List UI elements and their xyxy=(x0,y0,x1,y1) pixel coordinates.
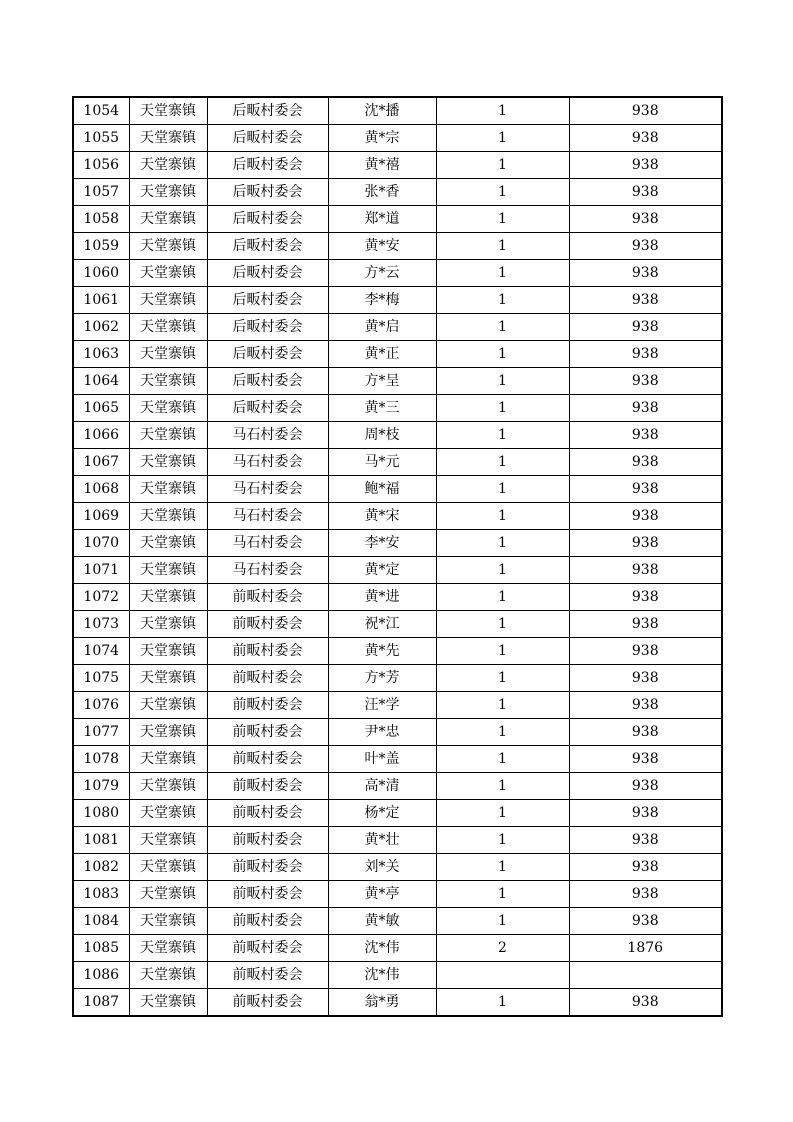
serial-number-cell: 1068 xyxy=(73,476,129,503)
person-name-cell: 鲍*福 xyxy=(328,476,436,503)
serial-number-cell: 1059 xyxy=(73,233,129,260)
amount-cell: 938 xyxy=(569,557,722,584)
serial-number-cell: 1070 xyxy=(73,530,129,557)
village-committee-cell: 后畈村委会 xyxy=(207,152,328,179)
table-row xyxy=(73,422,722,449)
amount-cell: 938 xyxy=(569,692,722,719)
roster-table-body xyxy=(73,97,722,1016)
serial-number-cell: 1064 xyxy=(73,368,129,395)
village-committee-cell: 前畈村委会 xyxy=(207,800,328,827)
serial-number-cell: 1086 xyxy=(73,962,129,989)
serial-number-cell: 1061 xyxy=(73,287,129,314)
serial-number-cell: 1077 xyxy=(73,719,129,746)
serial-number-cell: 1078 xyxy=(73,746,129,773)
person-name-cell: 黄*宋 xyxy=(328,503,436,530)
count-cell: 1 xyxy=(436,206,569,233)
person-name-cell: 沈*伟 xyxy=(328,935,436,962)
table-row xyxy=(73,881,722,908)
village-committee-cell: 后畈村委会 xyxy=(207,233,328,260)
village-committee-cell: 前畈村委会 xyxy=(207,584,328,611)
village-committee-cell: 后畈村委会 xyxy=(207,260,328,287)
count-cell: 1 xyxy=(436,179,569,206)
village-committee-cell: 前畈村委会 xyxy=(207,962,328,989)
serial-number-cell: 1082 xyxy=(73,854,129,881)
township-cell: 天堂寨镇 xyxy=(129,449,207,476)
village-committee-cell: 前畈村委会 xyxy=(207,881,328,908)
township-cell: 天堂寨镇 xyxy=(129,233,207,260)
count-cell: 1 xyxy=(436,692,569,719)
person-name-cell: 黄*宗 xyxy=(328,125,436,152)
table-row xyxy=(73,341,722,368)
serial-number-cell: 1087 xyxy=(73,989,129,1017)
township-cell: 天堂寨镇 xyxy=(129,341,207,368)
amount-cell: 938 xyxy=(569,97,722,125)
amount-cell: 938 xyxy=(569,152,722,179)
count-cell: 1 xyxy=(436,152,569,179)
village-committee-cell: 前畈村委会 xyxy=(207,854,328,881)
table-row xyxy=(73,368,722,395)
village-committee-cell: 前畈村委会 xyxy=(207,989,328,1017)
roster-table xyxy=(72,96,723,1017)
table-row xyxy=(73,206,722,233)
township-cell: 天堂寨镇 xyxy=(129,368,207,395)
township-cell: 天堂寨镇 xyxy=(129,908,207,935)
serial-number-cell: 1058 xyxy=(73,206,129,233)
township-cell: 天堂寨镇 xyxy=(129,881,207,908)
person-name-cell: 黄*敏 xyxy=(328,908,436,935)
amount-cell: 938 xyxy=(569,638,722,665)
village-committee-cell: 马石村委会 xyxy=(207,449,328,476)
village-committee-cell: 后畈村委会 xyxy=(207,125,328,152)
count-cell: 2 xyxy=(436,935,569,962)
amount-cell: 938 xyxy=(569,287,722,314)
township-cell: 天堂寨镇 xyxy=(129,206,207,233)
township-cell: 天堂寨镇 xyxy=(129,584,207,611)
serial-number-cell: 1084 xyxy=(73,908,129,935)
village-committee-cell: 后畈村委会 xyxy=(207,287,328,314)
serial-number-cell: 1062 xyxy=(73,314,129,341)
serial-number-cell: 1069 xyxy=(73,503,129,530)
township-cell: 天堂寨镇 xyxy=(129,611,207,638)
count-cell: 1 xyxy=(436,827,569,854)
table-row xyxy=(73,719,722,746)
table-row xyxy=(73,530,722,557)
amount-cell: 938 xyxy=(569,530,722,557)
table-row xyxy=(73,152,722,179)
township-cell: 天堂寨镇 xyxy=(129,854,207,881)
township-cell: 天堂寨镇 xyxy=(129,260,207,287)
table-row xyxy=(73,584,722,611)
count-cell: 1 xyxy=(436,557,569,584)
township-cell: 天堂寨镇 xyxy=(129,97,207,125)
serial-number-cell: 1083 xyxy=(73,881,129,908)
table-row xyxy=(73,287,722,314)
township-cell: 天堂寨镇 xyxy=(129,827,207,854)
amount-cell: 938 xyxy=(569,503,722,530)
village-committee-cell: 马石村委会 xyxy=(207,422,328,449)
amount-cell: 938 xyxy=(569,206,722,233)
table-row xyxy=(73,97,722,125)
township-cell: 天堂寨镇 xyxy=(129,989,207,1017)
person-name-cell: 马*元 xyxy=(328,449,436,476)
table-row xyxy=(73,746,722,773)
count-cell: 1 xyxy=(436,449,569,476)
township-cell: 天堂寨镇 xyxy=(129,152,207,179)
village-committee-cell: 后畈村委会 xyxy=(207,206,328,233)
person-name-cell: 黄*正 xyxy=(328,341,436,368)
person-name-cell: 黄*亭 xyxy=(328,881,436,908)
township-cell: 天堂寨镇 xyxy=(129,314,207,341)
table-row xyxy=(73,611,722,638)
serial-number-cell: 1063 xyxy=(73,341,129,368)
village-committee-cell: 后畈村委会 xyxy=(207,97,328,125)
village-committee-cell: 前畈村委会 xyxy=(207,908,328,935)
person-name-cell: 黄*安 xyxy=(328,233,436,260)
village-committee-cell: 前畈村委会 xyxy=(207,773,328,800)
person-name-cell: 黄*三 xyxy=(328,395,436,422)
township-cell: 天堂寨镇 xyxy=(129,800,207,827)
serial-number-cell: 1060 xyxy=(73,260,129,287)
serial-number-cell: 1074 xyxy=(73,638,129,665)
person-name-cell: 郑*道 xyxy=(328,206,436,233)
serial-number-cell: 1072 xyxy=(73,584,129,611)
count-cell: 1 xyxy=(436,287,569,314)
amount-cell: 938 xyxy=(569,395,722,422)
village-committee-cell: 后畈村委会 xyxy=(207,179,328,206)
village-committee-cell: 马石村委会 xyxy=(207,503,328,530)
amount-cell: 1876 xyxy=(569,935,722,962)
amount-cell: 938 xyxy=(569,854,722,881)
amount-cell: 938 xyxy=(569,827,722,854)
amount-cell: 938 xyxy=(569,422,722,449)
amount-cell: 938 xyxy=(569,260,722,287)
person-name-cell: 叶*盖 xyxy=(328,746,436,773)
amount-cell: 938 xyxy=(569,773,722,800)
table-row xyxy=(73,503,722,530)
village-committee-cell: 后畈村委会 xyxy=(207,368,328,395)
township-cell: 天堂寨镇 xyxy=(129,665,207,692)
amount-cell: 938 xyxy=(569,584,722,611)
table-row xyxy=(73,125,722,152)
township-cell: 天堂寨镇 xyxy=(129,503,207,530)
village-committee-cell: 马石村委会 xyxy=(207,530,328,557)
serial-number-cell: 1055 xyxy=(73,125,129,152)
amount-cell: 938 xyxy=(569,449,722,476)
count-cell: 1 xyxy=(436,395,569,422)
count-cell: 1 xyxy=(436,611,569,638)
count-cell: 1 xyxy=(436,584,569,611)
amount-cell: 938 xyxy=(569,881,722,908)
person-name-cell: 翁*勇 xyxy=(328,989,436,1017)
person-name-cell: 尹*忠 xyxy=(328,719,436,746)
count-cell: 1 xyxy=(436,260,569,287)
person-name-cell: 方*云 xyxy=(328,260,436,287)
count-cell: 1 xyxy=(436,908,569,935)
amount-cell: 938 xyxy=(569,665,722,692)
table-row xyxy=(73,962,722,989)
person-name-cell: 周*枝 xyxy=(328,422,436,449)
table-row xyxy=(73,935,722,962)
serial-number-cell: 1080 xyxy=(73,800,129,827)
village-committee-cell: 前畈村委会 xyxy=(207,827,328,854)
amount-cell: 938 xyxy=(569,314,722,341)
village-committee-cell: 后畈村委会 xyxy=(207,341,328,368)
person-name-cell: 黄*进 xyxy=(328,584,436,611)
count-cell: 1 xyxy=(436,719,569,746)
table-row xyxy=(73,449,722,476)
serial-number-cell: 1056 xyxy=(73,152,129,179)
count-cell: 1 xyxy=(436,530,569,557)
serial-number-cell: 1076 xyxy=(73,692,129,719)
person-name-cell: 汪*学 xyxy=(328,692,436,719)
village-committee-cell: 后畈村委会 xyxy=(207,314,328,341)
count-cell: 1 xyxy=(436,503,569,530)
amount-cell: 938 xyxy=(569,179,722,206)
count-cell: 1 xyxy=(436,422,569,449)
person-name-cell: 李*安 xyxy=(328,530,436,557)
village-committee-cell: 前畈村委会 xyxy=(207,692,328,719)
amount-cell: 938 xyxy=(569,611,722,638)
amount-cell: 938 xyxy=(569,476,722,503)
township-cell: 天堂寨镇 xyxy=(129,962,207,989)
person-name-cell: 刘*关 xyxy=(328,854,436,881)
person-name-cell: 黄*启 xyxy=(328,314,436,341)
table-row xyxy=(73,395,722,422)
township-cell: 天堂寨镇 xyxy=(129,935,207,962)
person-name-cell: 黄*壮 xyxy=(328,827,436,854)
table-row xyxy=(73,665,722,692)
table-row xyxy=(73,908,722,935)
count-cell: 1 xyxy=(436,368,569,395)
village-committee-cell: 前畈村委会 xyxy=(207,935,328,962)
table-row xyxy=(73,233,722,260)
township-cell: 天堂寨镇 xyxy=(129,530,207,557)
amount-cell xyxy=(569,962,722,989)
count-cell: 1 xyxy=(436,125,569,152)
table-row xyxy=(73,800,722,827)
table-row xyxy=(73,773,722,800)
count-cell: 1 xyxy=(436,665,569,692)
count-cell: 1 xyxy=(436,233,569,260)
person-name-cell: 沈*伟 xyxy=(328,962,436,989)
serial-number-cell: 1057 xyxy=(73,179,129,206)
village-committee-cell: 前畈村委会 xyxy=(207,611,328,638)
person-name-cell: 沈*播 xyxy=(328,97,436,125)
table-row xyxy=(73,314,722,341)
amount-cell: 938 xyxy=(569,908,722,935)
person-name-cell: 张*香 xyxy=(328,179,436,206)
count-cell: 1 xyxy=(436,881,569,908)
count-cell: 1 xyxy=(436,97,569,125)
township-cell: 天堂寨镇 xyxy=(129,773,207,800)
township-cell: 天堂寨镇 xyxy=(129,395,207,422)
person-name-cell: 方*芳 xyxy=(328,665,436,692)
count-cell: 1 xyxy=(436,773,569,800)
count-cell: 1 xyxy=(436,746,569,773)
village-committee-cell: 马石村委会 xyxy=(207,476,328,503)
township-cell: 天堂寨镇 xyxy=(129,638,207,665)
table-row xyxy=(73,854,722,881)
township-cell: 天堂寨镇 xyxy=(129,476,207,503)
person-name-cell: 黄*禧 xyxy=(328,152,436,179)
amount-cell: 938 xyxy=(569,719,722,746)
person-name-cell: 杨*定 xyxy=(328,800,436,827)
table-row xyxy=(73,638,722,665)
amount-cell: 938 xyxy=(569,746,722,773)
village-committee-cell: 前畈村委会 xyxy=(207,638,328,665)
serial-number-cell: 1066 xyxy=(73,422,129,449)
count-cell: 1 xyxy=(436,800,569,827)
count-cell: 1 xyxy=(436,638,569,665)
count-cell: 1 xyxy=(436,854,569,881)
table-row xyxy=(73,692,722,719)
person-name-cell: 祝*江 xyxy=(328,611,436,638)
serial-number-cell: 1071 xyxy=(73,557,129,584)
serial-number-cell: 1054 xyxy=(73,97,129,125)
count-cell: 1 xyxy=(436,341,569,368)
township-cell: 天堂寨镇 xyxy=(129,692,207,719)
township-cell: 天堂寨镇 xyxy=(129,719,207,746)
amount-cell: 938 xyxy=(569,125,722,152)
person-name-cell: 高*清 xyxy=(328,773,436,800)
village-committee-cell: 后畈村委会 xyxy=(207,395,328,422)
table-row xyxy=(73,989,722,1017)
count-cell: 1 xyxy=(436,314,569,341)
serial-number-cell: 1085 xyxy=(73,935,129,962)
amount-cell: 938 xyxy=(569,989,722,1017)
township-cell: 天堂寨镇 xyxy=(129,125,207,152)
village-committee-cell: 前畈村委会 xyxy=(207,746,328,773)
table-row xyxy=(73,476,722,503)
township-cell: 天堂寨镇 xyxy=(129,746,207,773)
serial-number-cell: 1079 xyxy=(73,773,129,800)
count-cell: 1 xyxy=(436,476,569,503)
serial-number-cell: 1067 xyxy=(73,449,129,476)
amount-cell: 938 xyxy=(569,233,722,260)
amount-cell: 938 xyxy=(569,368,722,395)
person-name-cell: 方*呈 xyxy=(328,368,436,395)
table-row xyxy=(73,260,722,287)
count-cell: 1 xyxy=(436,989,569,1017)
table-row xyxy=(73,827,722,854)
amount-cell: 938 xyxy=(569,341,722,368)
table-row xyxy=(73,179,722,206)
person-name-cell: 黄*定 xyxy=(328,557,436,584)
person-name-cell: 李*梅 xyxy=(328,287,436,314)
serial-number-cell: 1065 xyxy=(73,395,129,422)
amount-cell: 938 xyxy=(569,800,722,827)
township-cell: 天堂寨镇 xyxy=(129,557,207,584)
township-cell: 天堂寨镇 xyxy=(129,287,207,314)
serial-number-cell: 1081 xyxy=(73,827,129,854)
person-name-cell: 黄*先 xyxy=(328,638,436,665)
village-committee-cell: 前畈村委会 xyxy=(207,719,328,746)
township-cell: 天堂寨镇 xyxy=(129,179,207,206)
village-committee-cell: 马石村委会 xyxy=(207,557,328,584)
table-row xyxy=(73,557,722,584)
count-cell xyxy=(436,962,569,989)
village-committee-cell: 前畈村委会 xyxy=(207,665,328,692)
township-cell: 天堂寨镇 xyxy=(129,422,207,449)
serial-number-cell: 1075 xyxy=(73,665,129,692)
serial-number-cell: 1073 xyxy=(73,611,129,638)
